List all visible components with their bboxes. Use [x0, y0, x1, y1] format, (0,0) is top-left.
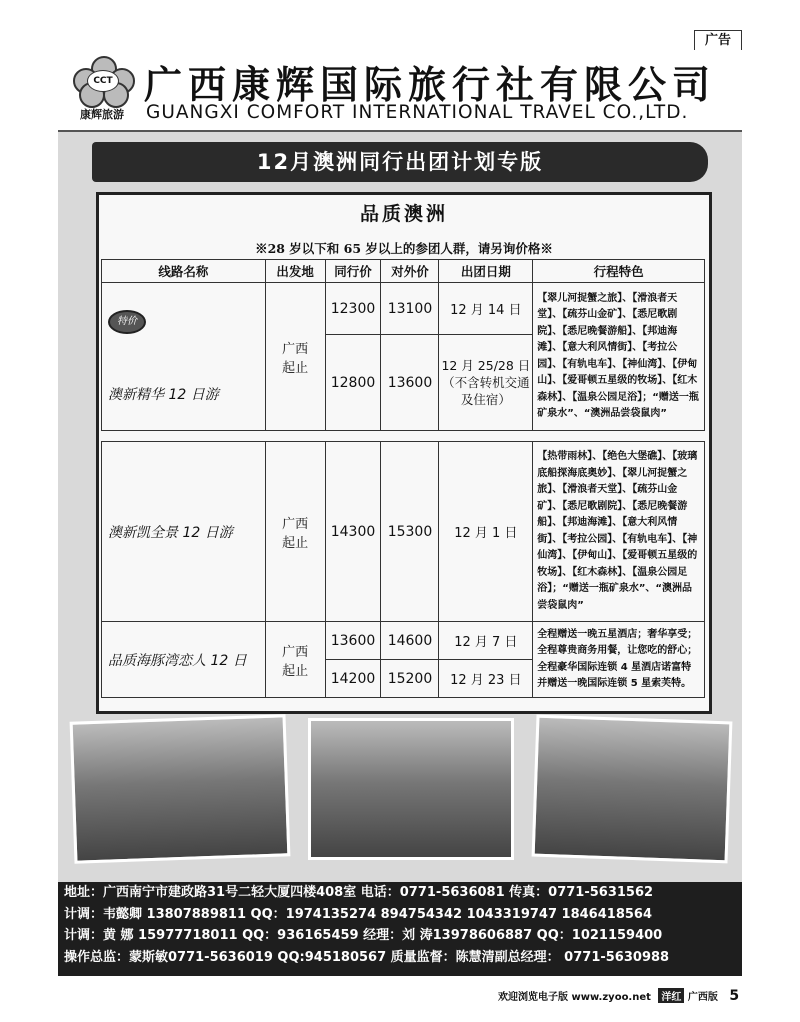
company-name-cn: 广西康辉国际旅行社有限公司	[144, 62, 717, 107]
lakeside-town-photo	[70, 714, 291, 863]
retail-price: 15300	[381, 442, 439, 622]
itinerary-features: 【热带雨林】、【绝色大堡礁】、【玻璃底船探海底奥妙】、【翠儿河捉蟹之旅】、【滑浪者天堂】、【疏芬山金矿】、【悉尼歌剧院】、【悉尼晚餐游船】、【邦迪海滩】、【意大利风情街】、【考拉公园】、【有轨电车】、【神仙湾】、【伊甸山】、【爱哥顿五星级的牧场】、【红木森林】、【温泉公园足浴】；“赠送一瓶矿泉水”、“澳洲品尝袋鼠肉”	[533, 442, 705, 622]
section-title: 品质澳洲	[359, 203, 448, 225]
table-row	[102, 283, 705, 335]
header	[58, 50, 742, 132]
contact-line: 计调：黄 娜 15977718011 QQ：936165459 经理：刘 涛13978606887 QQ：1021159400	[64, 928, 663, 943]
street-scene-photo	[532, 715, 733, 864]
trade-price: 13600	[325, 622, 381, 660]
origin: 广西 起止	[265, 442, 325, 622]
website-text: 欢迎浏览电子版 www.zyoo.net	[498, 992, 651, 1003]
ad-page	[58, 50, 742, 976]
retail-price: 13100	[381, 283, 439, 335]
page-number: 5	[729, 988, 740, 1004]
col-header: 线路名称	[102, 260, 266, 283]
trade-price: 14200	[325, 660, 381, 698]
tour-table-frame	[96, 192, 712, 714]
col-header: 出团日期	[439, 260, 533, 283]
retail-price: 15200	[381, 660, 439, 698]
departure-date: 12 月 1 日	[439, 442, 533, 622]
logo-text: CCT	[87, 70, 119, 92]
logo-brand: 康辉旅游	[80, 108, 124, 121]
retail-price: 13600	[381, 335, 439, 431]
table-row	[102, 622, 705, 660]
boutique-interior-photo	[308, 718, 514, 860]
photo-strip	[72, 718, 728, 858]
itinerary-features: 全程赠送一晚五星酒店；奢华享受；全程尊贵商务用餐，让您吃的舒心；全程豪华国际连锁 4 星酒店诺富特并赠送一晚国际连锁 5 星索芙特。	[533, 622, 705, 698]
route-name: 品质海豚湾恋人 12 日	[102, 622, 266, 698]
publication-brand: 洋红	[658, 988, 684, 1003]
edition-label: 广西版	[687, 992, 718, 1003]
departure-date: 12 月 14 日	[439, 283, 533, 335]
route-name: 澳新凯全景 12 日游	[102, 442, 266, 622]
departure-date: 12 月 25/28 日（不含转机交通及住宿）	[439, 335, 533, 431]
route-name	[102, 283, 266, 431]
origin: 广西 起止	[265, 622, 325, 698]
page-footer	[498, 988, 739, 1004]
trade-price: 14300	[325, 442, 381, 622]
ad-tag: 广告	[694, 30, 742, 52]
col-header: 行程特色	[533, 260, 705, 283]
trade-price: 12800	[325, 335, 381, 431]
age-notice: ※28 岁以下和 65 岁以上的参团人群，请另询价格※	[255, 241, 553, 256]
trade-price: 12300	[325, 283, 381, 335]
address-line: 地址：广西南宁市建政路31号二轻大厦四楼408室 电话：0771-5636081 传真：0771-5631562	[64, 885, 654, 900]
origin: 广西 起止	[265, 283, 325, 431]
company-logo	[70, 56, 134, 124]
itinerary-features: 【翠儿河捉蟹之旅】、【滑浪者天堂】、【疏芬山金矿】、【悉尼歌剧院】、【悉尼晚餐游船】、【邦迪海滩】、【意大利风情街】、【考拉公园】、【有轨电车】、【神仙湾】、【伊甸山】、【爱哥顿五星级的牧场】、【红木森林】、【温泉公园足浴】；“赠送一瓶矿泉水”、“澳洲品尝袋鼠肉”	[533, 283, 705, 431]
tour-table	[101, 259, 705, 431]
col-header: 同行价	[325, 260, 381, 283]
departure-date: 12 月 23 日	[439, 660, 533, 698]
route-label: 澳新精华 12 日游	[108, 386, 219, 403]
contact-line: 计调：韦懿卿 13807889811 QQ：1974135274 894754342 1043319747 1846418564	[64, 906, 653, 922]
table-row	[102, 442, 705, 622]
tour-table-2	[101, 441, 705, 698]
retail-price: 14600	[381, 622, 439, 660]
col-header: 对外价	[381, 260, 439, 283]
departure-date: 12 月 7 日	[439, 622, 533, 660]
col-header: 出发地	[265, 260, 325, 283]
special-price-badge: 特价	[108, 310, 146, 334]
page-banner: 12月澳洲同行出团计划专版	[92, 142, 708, 182]
table-header-row	[102, 260, 705, 283]
contact-line: 操作总监：蒙斯敏0771-5636019 QQ:945180567 质量监督：陈慧清副总经理： 0771-5630988	[64, 949, 670, 965]
contact-footer	[58, 882, 742, 976]
company-name-en: GUANGXI COMFORT INTERNATIONAL TRAVEL CO.,LTD.	[146, 102, 689, 123]
